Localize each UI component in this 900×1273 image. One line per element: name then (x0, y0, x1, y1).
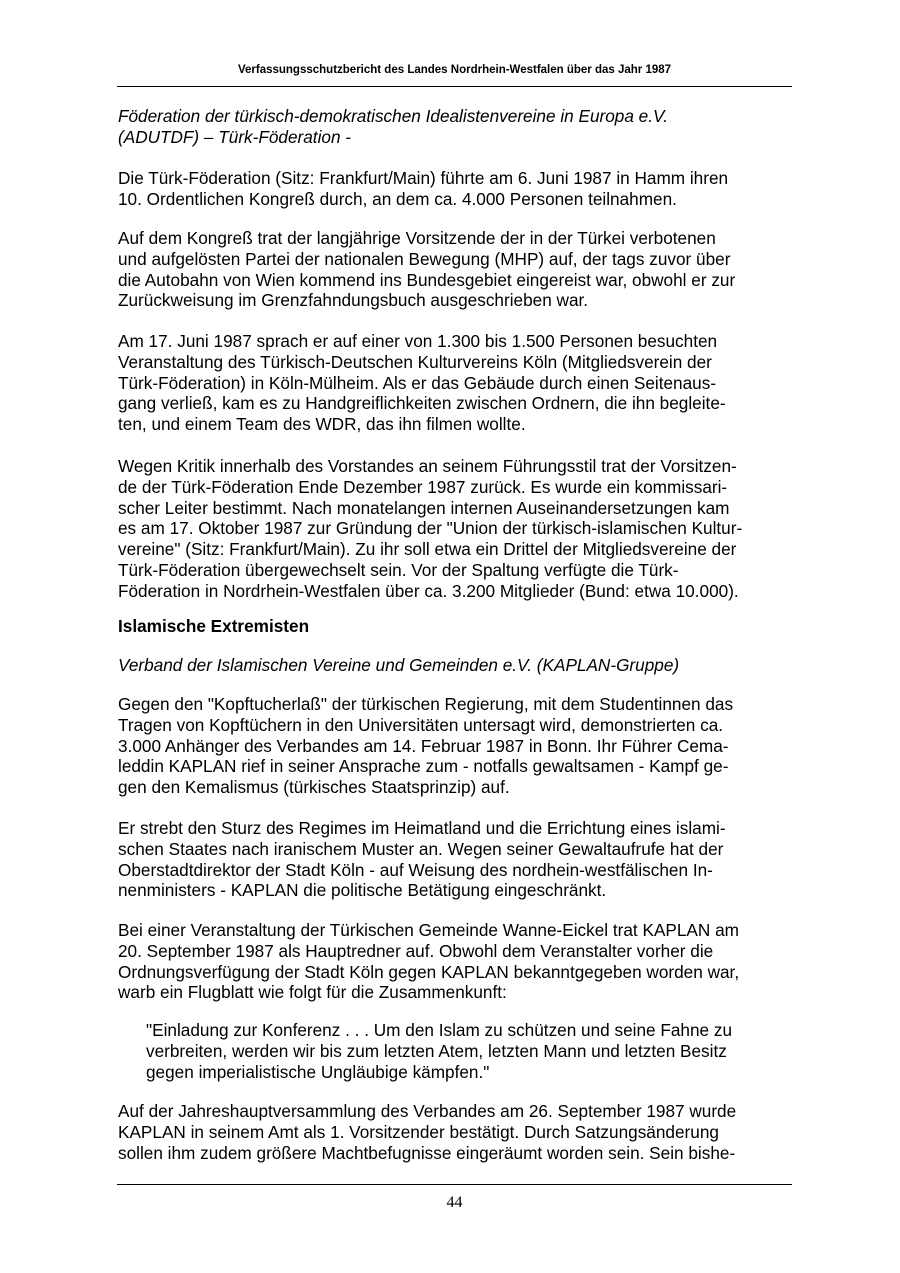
text-line: Die Türk-Föderation (Sitz: Frankfurt/Main) führte am 6. Juni 1987 in Hamm ihren (118, 168, 729, 188)
paragraph-leadership-split (118, 456, 786, 602)
text-line: vereine" (Sitz: Frankfurt/Main). Zu ihr soll etwa ein Drittel der Mitgliedsvereine der (118, 539, 737, 560)
header-rule (117, 86, 792, 87)
text-line: 3.000 Anhänger des Verbandes am 14. Februar 1987 in Bonn. Ihr Führer Cema- (118, 735, 729, 756)
paragraph-annual-meeting (118, 1101, 786, 1163)
text-line: nenministers - KAPLAN die politische Betätigung eingeschränkt. (118, 880, 607, 901)
section-title-tuerk-foederation (118, 106, 786, 148)
paragraph-koeln-event (118, 331, 786, 435)
text-line: Tragen von Kopftüchern in den Universitäten untersagt wird, demonstrierten ca. (118, 714, 724, 735)
text-line: Türk-Föderation übergewechselt sein. Vor der Spaltung verfügte die Türk- (118, 559, 679, 580)
text-line: Ordnungsverfügung der Stadt Köln gegen KAPLAN bekanntgegeben worden war, (118, 961, 740, 982)
text-line: Am 17. Juni 1987 sprach er auf einer von 1.300 bis 1.500 Personen besuchten (118, 331, 718, 351)
text-line: es am 17. Oktober 1987 zur Gründung der "Union der türkisch-islamischen Kultur- (118, 518, 743, 539)
text-line: Auf dem Kongreß trat der langjährige Vorsitzende der in der Türkei verbotenen (118, 228, 716, 248)
text-line: de der Türk-Föderation Ende Dezember 1987 zurück. Es wurde ein kommissari- (118, 476, 728, 497)
text-line: (ADUTDF) – Türk-Föderation - (118, 126, 352, 147)
text-line: gegen imperialistische Ungläubige kämpfen." (146, 1061, 490, 1082)
text-line: Zurückweisung im Grenzfahndungsbuch ausgeschrieben war. (118, 290, 589, 311)
text-line: leddin KAPLAN rief in seiner Ansprache zum - notfalls gewaltsamen - Kampf ge- (118, 756, 729, 777)
text-line: 20. September 1987 als Hauptredner auf. Obwohl dem Veranstalter vorher die (118, 940, 714, 961)
text-line: schen Staates nach iranischem Muster an. Wegen seiner Gewaltaufrufe hat der (118, 838, 724, 859)
text-line: KAPLAN in seinem Amt als 1. Vorsitzender bestätigt. Durch Satzungsänderung (118, 1121, 719, 1142)
text-line: Auf der Jahreshauptversammlung des Verbandes am 26. September 1987 wurde (118, 1101, 737, 1121)
flyer-quotation (146, 1020, 786, 1082)
text-line: Wegen Kritik innerhalb des Vorstandes an seinem Führungsstil trat der Vorsitzen- (118, 456, 737, 476)
text-line: Türk-Föderation) in Köln-Mülheim. Als er das Gebäude durch einen Seitenaus- (118, 372, 717, 393)
text-line: gang verließ, kam es zu Handgreiflichkeiten zwischen Ordnern, die ihn begleite- (118, 393, 726, 414)
text-line: Föderation der türkisch-demokratischen Idealistenvereine in Europa e.V. (118, 106, 668, 126)
text-line: die Autobahn von Wien kommend ins Bundesgebiet eingereist war, obwohl er zur (118, 269, 736, 290)
text-line: sollen ihm zudem größere Machtbefugnisse eingeräumt worden sein. Sein bishe- (118, 1142, 736, 1163)
text-line: Er strebt den Sturz des Regimes im Heimatland und die Errichtung eines islami- (118, 818, 726, 838)
text-line: warb ein Flugblatt wie folgt für die Zusammenkunft: (118, 982, 507, 1003)
text-line: ten, und einem Team des WDR, das ihn filmen wollte. (118, 414, 526, 435)
paragraph-wanne-eickel (118, 920, 786, 1003)
paragraph-regime-overthrow (118, 818, 786, 901)
running-header: Verfassungsschutzbericht des Landes Nordrhein-Westfalen über das Jahr 1987 (237, 64, 672, 76)
text-line: Föderation in Nordrhein-Westfalen über ca. 3.200 Mitglieder (Bund: etwa 10.000). (118, 580, 739, 601)
text-line: Veranstaltung des Türkisch-Deutschen Kulturvereins Köln (Mitgliedsverein der (118, 351, 712, 372)
text-line: "Einladung zur Konferenz . . . Um den Islam zu schützen und seine Fahne zu (146, 1020, 733, 1040)
text-line: gen den Kemalismus (türkisches Staatsprinzip) auf. (118, 777, 510, 798)
text-line: und aufgelösten Partei der nationalen Bewegung (MHP) auf, der tags zuvor über (118, 248, 731, 269)
paragraph-kopftucherlass (118, 694, 786, 798)
text-line: Oberstadtdirektor der Stadt Köln - auf Weisung des nordhein-westfälischen In- (118, 859, 713, 880)
page-number: 44 (446, 1194, 463, 1211)
paragraph-mhp-chairman (118, 228, 786, 311)
heading-islamische-extremisten: Islamische Extremisten (118, 616, 310, 636)
section-title-kaplan: Verband der Islamischen Vereine und Gemeinden e.V. (KAPLAN-Gruppe) (118, 655, 680, 675)
text-line: scher Leiter bestimmt. Nach monatelangen internen Auseinandersetzungen kam (118, 497, 730, 518)
text-line: Gegen den "Kopftucherlaß" der türkischen Regierung, mit dem Studentinnen das (118, 694, 734, 714)
text-line: verbreiten, werden wir bis zum letzten Atem, letzten Mann und letzten Besitz (146, 1040, 727, 1061)
text-line: Bei einer Veranstaltung der Türkischen Gemeinde Wanne-Eickel trat KAPLAN am (118, 920, 739, 940)
paragraph-congress (118, 168, 786, 210)
text-line: 10. Ordentlichen Kongreß durch, an dem ca. 4.000 Personen teilnahmen. (118, 188, 677, 209)
footer-rule (117, 1184, 792, 1185)
